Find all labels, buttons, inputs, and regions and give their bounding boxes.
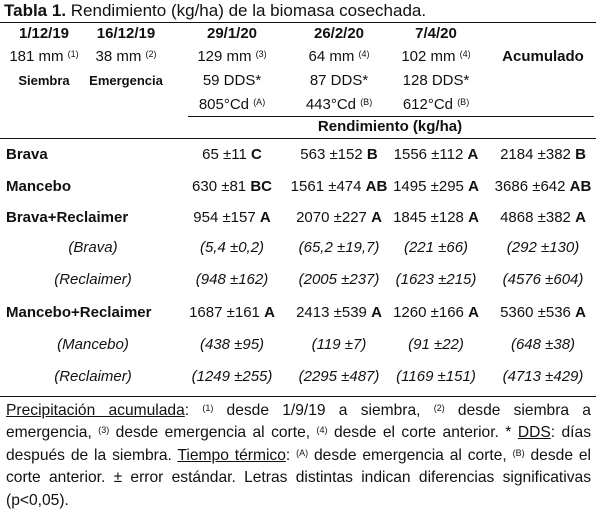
table-cell [393,304,479,322]
row-label: (Brava) [68,239,118,256]
table-cell [296,304,382,322]
cell-letter: A [259,209,271,226]
cell-letter: C [250,146,262,163]
cell-value: (1623 ±215) [395,271,477,288]
cell-value: (2295 ±487) [298,368,380,385]
cell-value: 2070 ±227 [296,209,367,226]
cell-value: 1260 ±166 [393,304,464,321]
table-cell [500,209,586,227]
cell-value: 1687 ±161 [189,304,260,321]
row-label: (Mancebo) [57,336,129,353]
cell-value: (1249 ±255) [191,368,273,385]
table-cell [393,209,479,227]
cell-value: 65 ±11 [202,146,247,163]
cell-letter: A [371,304,382,321]
table-cell [299,368,380,386]
cell-value: (91 ±22) [408,336,464,353]
cell-value: 1561 ±474 [290,178,362,195]
table-cell [503,368,584,386]
table-cell [202,146,262,164]
table-caption: Rendimiento (kg/ha) de la biomasa cosechada. [70,1,427,20]
footnote: Precipitación acumulada: $^{(1)}$ desde 1/9/19 a siembra, $^{(2)}$ desde siembra a emergencia, $^{(3)}$ desde emergencia al corte, $^{(4)}$ desde el corte anterior. * DDS: días después de la siembra. Tiempo térmico: $^{(A)}$ desde emergencia al corte, $^{(B)}$ desde el corte anterior. ± error estándar. Letras distintas indican diferencias significativas (p<0,05). [6,402,592,509]
table-cell [299,271,380,289]
row-label: Brava+Reclaimer [6,209,129,226]
table-cell [299,239,380,257]
row-label: Mancebo+Reclaimer [6,304,152,321]
table-cell [507,239,579,257]
table-cell [196,271,268,289]
cell-letter: BC [250,178,272,195]
header-cd: 612°Cd $^{(B)}$ [402,96,470,113]
cell-value: 954 ±157 [193,209,256,226]
table-cell [408,336,464,354]
footnote-precip-label: Precipitación acumulada [6,402,185,419]
header-rain: 38 mm $^{(2)}$ [95,48,157,65]
table-number: Tabla 1. [4,1,67,20]
header-rain: 102 mm $^{(4)}$ [401,48,471,65]
cell-value: (1169 ±151) [396,368,476,385]
cell-letter: AB [365,178,388,195]
header-date: 16/12/19 [96,25,156,42]
cell-value: 4868 ±382 [500,209,571,226]
cell-letter: A [467,146,479,163]
cell-letter: B [575,146,586,163]
header-cd: 443°Cd $^{(B)}$ [305,96,373,113]
table-cell [189,304,275,322]
cell-value: (292 ±130) [506,239,580,256]
table-cell [495,178,592,196]
header-date: 1/12/19 [18,25,70,42]
table-cell [393,178,479,196]
header-stage: Emergencia [89,73,163,88]
cell-letter: A [468,178,479,195]
cell-value: 5360 ±536 [500,304,571,321]
header-bottom-rule [0,138,596,139]
table-cell [503,271,584,289]
table-cell [396,368,476,386]
top-rule [0,22,596,23]
header-date: 7/4/20 [415,25,457,42]
cell-value: (2005 ±237) [298,271,380,288]
header-acumulado: Acumulado [502,48,584,65]
table-cell [296,209,382,227]
table-cell [300,146,377,164]
table-cell [200,239,264,257]
table-cell [192,178,272,196]
table-cell [312,336,367,354]
cell-value: 2413 ±539 [296,304,367,321]
cell-value: 2184 ±382 [500,146,571,163]
cell-letter: A [264,304,275,321]
cell-value: (4713 ±429) [502,368,584,385]
cell-letter: A [371,209,382,226]
header-rain: 64 mm $^{(4)}$ [308,48,370,65]
cell-value: 3686 ±642 [494,178,566,195]
table-title [4,1,426,21]
cell-letter: A [468,304,479,321]
cell-value: (65,2 ±19,7) [298,239,380,256]
table-cell [200,336,264,354]
cell-value: 1495 ±295 [393,178,464,195]
table-cell [396,271,477,289]
row-label: Brava [6,146,48,163]
header-cd: 805°Cd $^{(A)}$ [198,96,266,113]
row-label: (Reclaimer) [54,368,132,385]
header-dds: 128 DDS* [402,72,470,89]
header-dds: 87 DDS* [309,72,369,89]
footnote-tt-label: Tiempo térmico [177,446,286,464]
header-rain: 181 mm $^{(1)}$ [9,48,79,65]
row-label: Mancebo [6,178,72,195]
cell-value: 1556 ±112 [393,146,464,163]
table-cell [511,336,575,354]
table-cell [291,178,388,196]
header-date: 29/1/20 [206,25,258,42]
header-stage: Siembra [18,73,70,88]
header-mid-rule [188,116,594,117]
cell-value: (221 ±66) [403,239,469,256]
cell-letter: B [366,146,378,163]
table-cell [500,146,586,164]
cell-value: (5,4 ±0,2) [199,239,265,256]
row-label: (Reclaimer) [54,271,132,288]
cell-letter: A [575,209,586,226]
bottom-rule [0,396,596,397]
cell-letter: AB [569,178,592,195]
cell-value: 563 ±152 [300,146,363,163]
header-rain: 129 mm $^{(3)}$ [197,48,267,65]
table-cell [192,368,273,386]
cell-value: 630 ±81 [192,178,247,195]
cell-value: 1845 ±128 [393,209,464,226]
footnote-dds-label: DDS [517,424,551,442]
cell-letter: A [468,209,479,226]
header-rendimiento: Rendimiento (kg/ha) [317,118,463,135]
header-dds: 59 DDS* [202,72,262,89]
cell-value: (438 ±95) [199,336,265,353]
cell-value: (4576 ±604) [502,271,584,288]
cell-value: (648 ±38) [510,336,576,353]
table-cell [500,304,586,322]
cell-letter: A [575,304,586,321]
table-cell [394,146,479,164]
cell-value: (948 ±162) [195,271,269,288]
cell-value: (119 ±7) [311,336,367,353]
table-cell [404,239,468,257]
table-cell [193,209,270,227]
header-date: 26/2/20 [313,25,365,42]
